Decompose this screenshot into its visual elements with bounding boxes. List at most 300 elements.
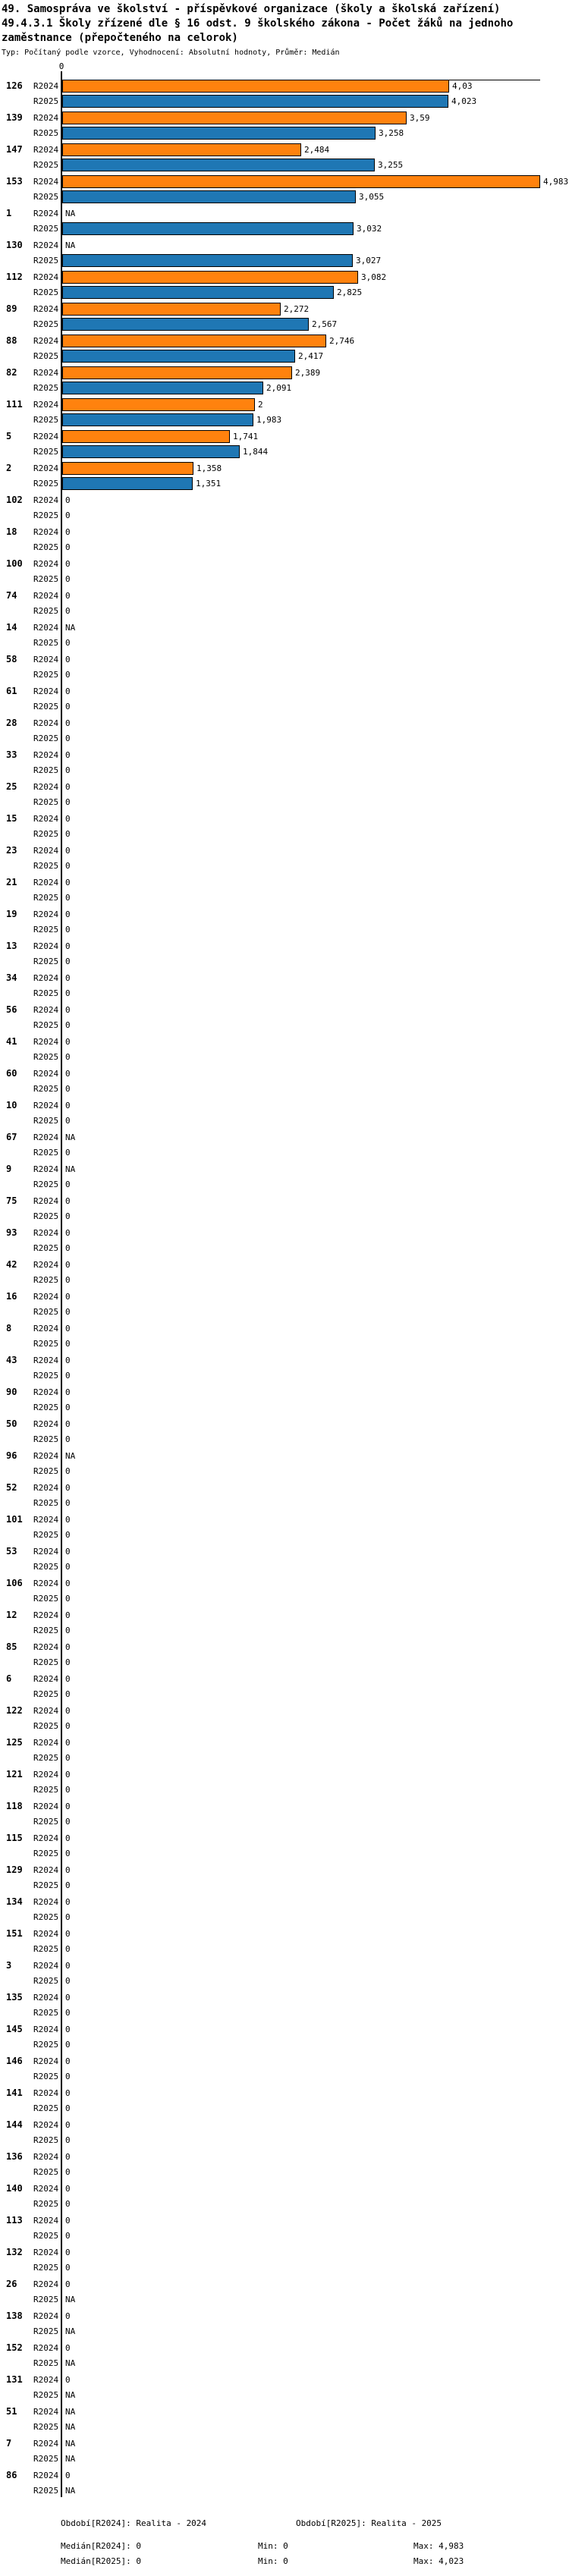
bar-value-label: 0 — [65, 670, 71, 680]
bar-area — [61, 190, 569, 203]
bar-value-label: 0 — [65, 1657, 71, 1667]
bar-value-label: 0 — [65, 1817, 71, 1827]
bar-row — [0, 605, 569, 617]
series-label: R2025 — [33, 2199, 59, 2209]
bar-area — [61, 239, 569, 252]
bar-value-label: 0 — [65, 1738, 71, 1748]
bar-area — [61, 1592, 569, 1605]
category-label: 26 — [6, 2279, 17, 2289]
chart-group — [0, 2055, 569, 2083]
category-label: 138 — [6, 2311, 23, 2321]
bar-value-label: 0 — [65, 1196, 71, 1206]
bar-area — [61, 1337, 569, 1350]
bar-area — [61, 1004, 569, 1016]
bar-row — [0, 382, 569, 394]
series-label: R2025 — [33, 638, 59, 648]
category-label: 144 — [6, 2119, 23, 2130]
series-label: R2024 — [33, 1993, 59, 2003]
bar-row — [0, 1481, 569, 1494]
series-label: R2024 — [33, 2439, 59, 2449]
bar-area — [61, 80, 569, 93]
bar-value-label: 0 — [65, 1434, 71, 1444]
bar-row — [0, 1927, 569, 1940]
bar-row — [0, 1911, 569, 1924]
bar-area — [61, 1560, 569, 1573]
bar-row — [0, 222, 569, 235]
bar-row — [0, 2119, 569, 2131]
bar-row — [0, 1609, 569, 1622]
bar-row — [0, 1195, 569, 1208]
bar-area — [61, 2357, 569, 2370]
bar-area — [61, 1195, 569, 1208]
bar-value-label: 0 — [65, 1356, 71, 1365]
bar-row — [0, 2102, 569, 2115]
bar-value-label: 0 — [65, 1897, 71, 1907]
chart-group — [0, 1959, 569, 1987]
bar-row — [0, 2070, 569, 2083]
category-label: 90 — [6, 1387, 17, 1397]
bar-area — [61, 717, 569, 730]
category-label: 19 — [6, 909, 17, 919]
series-label: R2025 — [33, 192, 59, 202]
bar-row — [0, 2150, 569, 2163]
chart-group — [0, 1704, 569, 1733]
bar-area — [61, 526, 569, 539]
bar-row — [0, 1418, 569, 1431]
bar-row — [0, 1337, 569, 1350]
bar-row — [0, 812, 569, 825]
category-label: 85 — [6, 1641, 17, 1652]
series-label: R2025 — [33, 542, 59, 552]
bar-value-label: NA — [65, 2295, 76, 2304]
chart-group — [0, 398, 569, 426]
category-label: 100 — [6, 558, 23, 569]
legend-row — [0, 2518, 569, 2535]
legend-period-r2024: Období[R2024]: Realita - 2024 — [61, 2518, 207, 2528]
bar-value-label: 0 — [65, 1562, 71, 1572]
bar-area — [61, 1178, 569, 1191]
series-label: R2025 — [33, 1944, 59, 1954]
bar-area — [61, 1974, 569, 1987]
bar-row — [0, 1704, 569, 1717]
chart-group — [0, 494, 569, 522]
bar-r2025 — [62, 445, 240, 458]
bar-row — [0, 1959, 569, 1972]
bar-r2025 — [62, 159, 375, 171]
bar-area — [61, 636, 569, 649]
chart-group — [0, 1832, 569, 1860]
category-label: 135 — [6, 1992, 23, 2003]
series-label: R2025 — [33, 1466, 59, 1476]
bar-row — [0, 1146, 569, 1159]
bar-area — [61, 366, 569, 379]
bar-row — [0, 271, 569, 284]
bar-value-label: 0 — [65, 1307, 71, 1317]
chart-group — [0, 908, 569, 936]
bar-value-label: 0 — [65, 1020, 71, 1030]
bar-row — [0, 844, 569, 857]
bar-row — [0, 2134, 569, 2147]
bar-row — [0, 1178, 569, 1191]
category-label: 43 — [6, 1355, 17, 1365]
series-label: R2025 — [33, 1148, 59, 1158]
bar-row — [0, 95, 569, 108]
bar-value-label: 0 — [65, 1785, 71, 1795]
bar-row — [0, 781, 569, 793]
bar-area — [61, 1927, 569, 1940]
series-label: R2024 — [33, 81, 59, 91]
bar-value-label: NA — [65, 2486, 76, 2496]
bar-row — [0, 1751, 569, 1764]
bar-value-label: 0 — [65, 814, 71, 824]
bar-value-label: 0 — [65, 750, 71, 760]
bar-value-label: 0 — [65, 1243, 71, 1253]
bar-row — [0, 1577, 569, 1590]
bar-value-label: 0 — [65, 1292, 71, 1302]
bar-area — [61, 2038, 569, 2051]
bar-area — [61, 668, 569, 681]
bar-area — [61, 382, 569, 394]
category-label: 146 — [6, 2056, 23, 2066]
bar-area — [61, 1163, 569, 1176]
bar-row — [0, 494, 569, 507]
stats-block — [0, 2541, 569, 2571]
series-label: R2024 — [33, 2152, 59, 2162]
bar-value-label: 0 — [65, 861, 71, 871]
bar-row — [0, 987, 569, 1000]
bar-area — [61, 95, 569, 108]
bar-area — [61, 876, 569, 889]
bar-row — [0, 2373, 569, 2386]
category-label: 18 — [6, 526, 17, 537]
series-label: R2025 — [33, 1434, 59, 1444]
series-label: R2024 — [33, 1961, 59, 1971]
bar-row — [0, 112, 569, 124]
bar-area — [61, 494, 569, 507]
series-label: R2024 — [33, 1324, 59, 1334]
bar-row — [0, 1035, 569, 1048]
bar-row — [0, 1991, 569, 2004]
bar-row — [0, 127, 569, 140]
chart-group — [0, 1545, 569, 1573]
bar-row — [0, 972, 569, 985]
chart-group — [0, 940, 569, 968]
bar-value-label: 0 — [65, 1689, 71, 1699]
bar-row — [0, 1768, 569, 1781]
bar-area — [61, 2342, 569, 2355]
bar-value-label: 0 — [65, 2072, 71, 2081]
category-label: 21 — [6, 877, 17, 887]
series-label: R2025 — [33, 2358, 59, 2368]
bar-value-label: 0 — [65, 1770, 71, 1780]
bar-area — [61, 2055, 569, 2068]
series-label: R2024 — [33, 1770, 59, 1780]
category-label: 7 — [6, 2438, 12, 2449]
bar-row — [0, 2420, 569, 2433]
series-label: R2025 — [33, 797, 59, 807]
series-label: R2025 — [33, 256, 59, 265]
series-label: R2025 — [33, 2231, 59, 2241]
series-label: R2025 — [33, 1530, 59, 1540]
bar-row — [0, 940, 569, 953]
bar-value-label: NA — [65, 2407, 76, 2417]
bar-area — [61, 1258, 569, 1271]
chart-group — [0, 335, 569, 363]
bar-area — [61, 1879, 569, 1892]
bar-area — [61, 940, 569, 953]
chart-group — [0, 1258, 569, 1286]
bar-value-label: 1,741 — [233, 432, 259, 441]
series-label: R2024 — [33, 973, 59, 983]
bar-area — [61, 558, 569, 570]
bar-value-label: 0 — [65, 2311, 71, 2321]
category-label: 88 — [6, 335, 17, 346]
bar-value-label: 2,272 — [284, 304, 310, 314]
bar-area — [61, 2087, 569, 2100]
series-label: R2025 — [33, 2295, 59, 2304]
chart-title-line2: 49.4.3.1 Školy zřízené dle § 16 odst. 9 školského zákona - Počet žáků na jednoho zaměstnance (přepočteného na celorok) — [2, 17, 514, 44]
bar-value-label: 3,082 — [361, 272, 387, 282]
bar-value-label: 3,255 — [378, 160, 404, 170]
series-label: R2024 — [33, 1833, 59, 1843]
bar-value-label: 0 — [65, 1579, 71, 1588]
series-label: R2024 — [33, 2248, 59, 2257]
chart-group — [0, 1481, 569, 1509]
median-r2025-label: Medián[R2025]: 0 — [61, 2556, 141, 2566]
bar-row — [0, 1656, 569, 1669]
series-label: R2025 — [33, 2008, 59, 2018]
bar-row — [0, 159, 569, 171]
bar-value-label: 0 — [65, 909, 71, 919]
series-label: R2025 — [33, 1211, 59, 1221]
bar-area — [61, 112, 569, 124]
series-label: R2025 — [33, 319, 59, 329]
bar-value-label: 0 — [65, 2167, 71, 2177]
chart-groups — [0, 61, 569, 2497]
bar-r2024 — [62, 80, 449, 93]
series-label: R2024 — [33, 2279, 59, 2289]
bar-row — [0, 445, 569, 458]
series-label: R2024 — [33, 1101, 59, 1111]
series-label: R2024 — [33, 878, 59, 887]
series-label: R2024 — [33, 113, 59, 123]
series-label: R2024 — [33, 432, 59, 441]
series-label: R2024 — [33, 941, 59, 951]
axis-zero-label: 0 — [58, 61, 64, 71]
chart-group — [0, 1131, 569, 1159]
chart-group — [0, 1609, 569, 1637]
series-label: R2024 — [33, 1356, 59, 1365]
bar-area — [61, 1322, 569, 1335]
bar-value-label: 0 — [65, 1483, 71, 1493]
bar-row — [0, 653, 569, 666]
series-label: R2025 — [33, 861, 59, 871]
chart-title-line1: 49. Samospráva ve školství - příspěvkové organizace (školy a školská zařízení) — [2, 3, 501, 15]
category-label: 53 — [6, 1546, 17, 1557]
bar-value-label: 0 — [65, 2184, 71, 2194]
series-label: R2025 — [33, 2390, 59, 2400]
bar-row — [0, 1433, 569, 1446]
bar-area — [61, 430, 569, 443]
bar-row — [0, 1528, 569, 1541]
series-label: R2024 — [33, 1738, 59, 1748]
bar-r2025 — [62, 254, 353, 267]
series-label: R2025 — [33, 574, 59, 584]
series-label: R2025 — [33, 510, 59, 520]
bar-row — [0, 2469, 569, 2482]
bar-row — [0, 573, 569, 586]
series-label: R2025 — [33, 988, 59, 998]
bar-row — [0, 2389, 569, 2402]
stats-row-r2024 — [0, 2541, 569, 2556]
bar-area — [61, 2261, 569, 2274]
bar-area — [61, 222, 569, 235]
bar-row — [0, 1545, 569, 1558]
bar-area — [61, 2166, 569, 2179]
chart-group — [0, 1768, 569, 1796]
bar-chart — [0, 61, 569, 2497]
chart-group — [0, 430, 569, 458]
series-label: R2025 — [33, 1912, 59, 1922]
legend-period-r2025: Období[R2025]: Realita - 2025 — [296, 2518, 442, 2528]
bar-value-label: 0 — [65, 1912, 71, 1922]
bar-row — [0, 2166, 569, 2179]
series-label: R2025 — [33, 1052, 59, 1062]
chart-group — [0, 2342, 569, 2370]
bar-value-label: NA — [65, 2390, 76, 2400]
chart-group — [0, 972, 569, 1000]
chart-group — [0, 526, 569, 554]
category-label: 9 — [6, 1164, 12, 1174]
series-label: R2025 — [33, 224, 59, 234]
bar-value-label: 0 — [65, 2135, 71, 2145]
bar-area — [61, 2278, 569, 2291]
bar-area — [61, 1497, 569, 1509]
bar-area — [61, 1783, 569, 1796]
series-label: R2025 — [33, 2326, 59, 2336]
series-label: R2024 — [33, 655, 59, 664]
chart-group — [0, 1290, 569, 1318]
bar-area — [61, 1114, 569, 1127]
chart-group — [0, 112, 569, 140]
series-label: R2025 — [33, 893, 59, 903]
bar-value-label: 2,567 — [312, 319, 338, 329]
bar-area — [61, 621, 569, 634]
bar-area — [61, 2134, 569, 2147]
bar-value-label: 0 — [65, 1069, 71, 1079]
bar-r2024 — [62, 112, 407, 124]
chart-group — [0, 2469, 569, 2497]
bar-value-label: 0 — [65, 765, 71, 775]
bar-row — [0, 1305, 569, 1318]
category-label: 129 — [6, 1864, 23, 1875]
category-label: 151 — [6, 1928, 23, 1939]
series-label: R2025 — [33, 1785, 59, 1795]
series-label: R2025 — [33, 160, 59, 170]
bar-row — [0, 1736, 569, 1749]
series-label: R2025 — [33, 1689, 59, 1699]
chart-group — [0, 2310, 569, 2338]
chart-group — [0, 271, 569, 299]
series-label: R2025 — [33, 2167, 59, 2177]
bar-value-label: 0 — [65, 1037, 71, 1047]
bar-value-label: 0 — [65, 2040, 71, 2050]
bar-value-label: 0 — [65, 1084, 71, 1094]
series-label: R2024 — [33, 1292, 59, 1302]
series-label: R2025 — [33, 1849, 59, 1858]
bar-value-label: 2,484 — [304, 145, 330, 155]
category-label: 1 — [6, 208, 12, 218]
chart-group — [0, 1386, 569, 1414]
bar-area — [61, 1673, 569, 1685]
category-label: 74 — [6, 590, 17, 601]
bar-value-label: 0 — [65, 655, 71, 664]
bar-value-label: 0 — [65, 1260, 71, 1270]
bar-value-label: 0 — [65, 2231, 71, 2241]
bar-value-label: 0 — [65, 1610, 71, 1620]
bar-r2024 — [62, 335, 326, 347]
bar-value-label: 0 — [65, 1052, 71, 1062]
series-label: R2024 — [33, 1005, 59, 1015]
series-label: R2024 — [33, 2056, 59, 2066]
bar-value-label: 0 — [65, 1116, 71, 1126]
chart-group — [0, 2373, 569, 2402]
bar-value-label: 0 — [65, 925, 71, 935]
bar-r2024 — [62, 462, 193, 475]
bar-area — [61, 2325, 569, 2338]
bar-row — [0, 2293, 569, 2306]
series-label: R2025 — [33, 415, 59, 425]
bar-area — [61, 1019, 569, 1032]
series-label: R2024 — [33, 209, 59, 218]
category-label: 50 — [6, 1418, 17, 1429]
bar-row — [0, 190, 569, 203]
series-label: R2025 — [33, 925, 59, 935]
chart-group — [0, 1577, 569, 1605]
chart-group — [0, 80, 569, 108]
category-label: 145 — [6, 2024, 23, 2034]
bar-value-label: 0 — [65, 846, 71, 856]
chart-group — [0, 366, 569, 394]
series-label: R2025 — [33, 1626, 59, 1635]
bar-value-label: 0 — [65, 606, 71, 616]
bar-row — [0, 2405, 569, 2418]
bar-row — [0, 2038, 569, 2051]
bar-row — [0, 1274, 569, 1286]
series-label: R2024 — [33, 814, 59, 824]
series-label: R2024 — [33, 1802, 59, 1811]
bar-area — [61, 1528, 569, 1541]
series-label: R2025 — [33, 1721, 59, 1731]
series-label: R2025 — [33, 702, 59, 712]
category-label: 10 — [6, 1100, 17, 1111]
bar-value-label: 0 — [65, 686, 71, 696]
bar-row — [0, 1131, 569, 1144]
series-label: R2024 — [33, 2407, 59, 2417]
bar-row — [0, 2087, 569, 2100]
chart-group — [0, 2023, 569, 2051]
bar-row — [0, 2342, 569, 2355]
bar-value-label: 0 — [65, 1466, 71, 1476]
bar-row — [0, 1832, 569, 1845]
bar-row — [0, 1082, 569, 1095]
bar-area — [61, 1896, 569, 1908]
chart-group — [0, 143, 569, 171]
bar-row — [0, 2055, 569, 2068]
bar-value-label: 0 — [65, 1961, 71, 1971]
bar-row — [0, 636, 569, 649]
category-label: 126 — [6, 80, 23, 91]
